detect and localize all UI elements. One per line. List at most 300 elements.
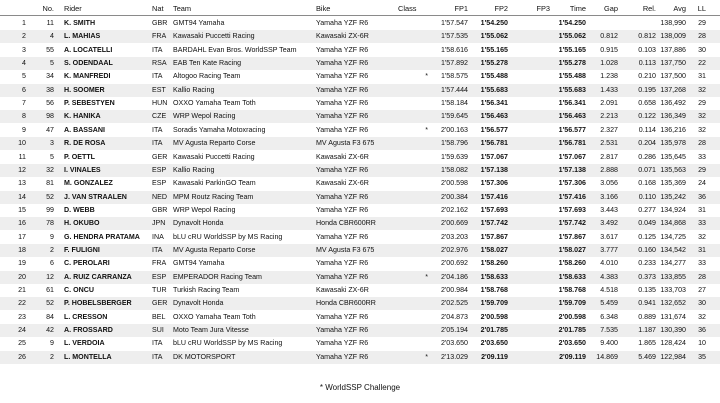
cell-gap: 2.817: [600, 152, 618, 161]
cell-bike: Yamaha YZF R6: [316, 45, 369, 54]
cell-ll: 24: [698, 179, 706, 188]
cell-no: 81: [46, 179, 54, 188]
cell-pos: 4: [22, 59, 26, 68]
cell-pos: 2: [22, 32, 26, 41]
cell-rider: A. BASSANI: [64, 125, 105, 134]
cell-gap: 3.492: [600, 219, 618, 228]
cell-fp1: 2'03.650: [441, 339, 468, 348]
cell-avg: 134,924: [660, 205, 686, 214]
col-header-fp2: FP2: [494, 4, 508, 13]
cell-gap: 0.812: [600, 32, 618, 41]
cell-rider: G. HENDRA PRATAMA: [64, 232, 140, 241]
cell-time: 1'55.683: [558, 85, 586, 94]
cell-ll: 31: [698, 205, 706, 214]
cell-no: 55: [46, 45, 54, 54]
cell-nat: TUR: [152, 286, 167, 294]
cell-no: 5: [50, 152, 54, 161]
cell-team: bLU cRU WorldSSP by MS Racing: [173, 339, 283, 348]
cell-no: 4: [50, 32, 54, 41]
cell-team: EMPERADOR Racing Team: [173, 272, 262, 281]
cell-time: 1'56.463: [558, 112, 586, 121]
cell-gap: 2.888: [600, 165, 618, 174]
cell-no: 9: [50, 232, 54, 241]
cell-time: 1'55.278: [558, 59, 586, 68]
cell-nat: RSA: [152, 59, 167, 68]
cell-ll: 36: [698, 192, 706, 201]
cell-time: 1'57.416: [558, 192, 586, 201]
cell-fp1: 2'00.163: [441, 125, 468, 134]
cell-gap: 6.348: [600, 312, 618, 321]
cell-team: BARDAHL Evan Bros. WorldSSP Team: [173, 45, 297, 54]
cell-team: DK MOTORSPORT: [173, 352, 236, 361]
table-row: [0, 44, 720, 57]
cell-team: MV Agusta Reparto Corse: [173, 245, 256, 254]
cell-pos: 21: [18, 286, 26, 294]
cell-bike: Honda CBR600RR: [316, 299, 376, 308]
cell-time: 1'57.867: [558, 232, 586, 241]
cell-nat: NED: [152, 192, 167, 201]
cell-rel: 0.168: [638, 179, 656, 188]
cell-no: 12: [46, 272, 54, 281]
cell-pos: 3: [22, 45, 26, 54]
cell-team: Soradis Yamaha Motoxracing: [173, 125, 266, 134]
cell-ll: 36: [698, 326, 706, 335]
cell-fp2: 1'57.693: [480, 205, 508, 214]
table-row: [0, 164, 720, 177]
cell-pos: 25: [18, 339, 26, 348]
cell-gap: 3.166: [600, 192, 618, 201]
cell-bike: Yamaha YZF R6: [316, 125, 369, 134]
table-row: [0, 191, 720, 204]
cell-avg: 130,390: [660, 326, 686, 335]
cell-rider: K. HANIKA: [64, 112, 101, 121]
cell-fp2: 1'57.138: [480, 165, 508, 174]
cell-gap: 0.915: [600, 45, 618, 54]
cell-no: 84: [46, 312, 54, 321]
cell-ll: 32: [698, 112, 706, 121]
cell-team: Altogoo Racing Team: [173, 72, 241, 81]
cell-time: 1'58.768: [558, 286, 586, 294]
cell-no: 98: [46, 112, 54, 121]
cell-rider: A. FROSSARD: [64, 326, 113, 335]
cell-fp2: 1'58.027: [480, 245, 508, 254]
cell-fp2: 2'09.119: [481, 352, 508, 361]
cell-nat: ITA: [152, 139, 163, 148]
cell-bike: Yamaha YZF R6: [316, 232, 369, 241]
cell-pos: 26: [18, 352, 26, 361]
cell-pos: 7: [22, 99, 26, 108]
cell-rel: 0.113: [638, 59, 656, 68]
cell-fp1: 1'57.892: [441, 59, 468, 68]
cell-rider: R. DE ROSA: [64, 139, 106, 148]
cell-avg: 137,500: [660, 72, 686, 81]
cell-rel: 0.122: [638, 112, 656, 121]
cell-time: 2'00.598: [558, 312, 586, 321]
cell-ll: 27: [698, 286, 706, 294]
cell-time: 1'59.709: [558, 299, 586, 308]
cell-nat: INA: [152, 232, 164, 241]
table-row: [0, 124, 720, 137]
cell-no: 52: [46, 299, 54, 308]
cell-gap: 3.777: [600, 245, 618, 254]
cell-nat: EST: [152, 85, 166, 94]
cell-rel: 0.160: [638, 245, 656, 254]
cell-time: 1'55.488: [558, 72, 586, 81]
cell-avg: 128,424: [660, 339, 686, 348]
cell-no: 11: [46, 19, 54, 27]
cell-ll: 33: [698, 259, 706, 268]
cell-rel: 0.195: [638, 85, 656, 94]
cell-no: 52: [46, 192, 54, 201]
cell-team: Moto Team Jura Vitesse: [173, 326, 249, 335]
cell-fp2: 1'57.867: [480, 232, 508, 241]
cell-nat: GER: [152, 299, 168, 308]
cell-rel: 0.103: [638, 45, 656, 54]
cell-bike: Yamaha YZF R6: [316, 312, 369, 321]
cell-bike: Honda CBR600RR: [316, 219, 376, 228]
cell-rider: P. OETTL: [64, 152, 96, 161]
table-row: [0, 257, 720, 270]
cell-fp1: 2'00.984: [441, 286, 468, 294]
cell-ll: 33: [698, 219, 706, 228]
cell-nat: ITA: [152, 352, 163, 361]
cell-nat: ITA: [152, 45, 163, 54]
cell-avg: 137,886: [660, 45, 686, 54]
cell-fp1: 1'59.639: [441, 152, 468, 161]
cell-bike: Yamaha YZF R6: [316, 99, 369, 108]
table-row: [0, 351, 720, 364]
cell-gap: 5.459: [600, 299, 618, 308]
cell-time: 1'56.781: [558, 139, 586, 148]
table-row: [0, 70, 720, 83]
cell-gap: 3.617: [600, 232, 618, 241]
cell-fp1: 2'00.692: [441, 259, 468, 268]
cell-gap: 3.443: [600, 205, 618, 214]
cell-no: 3: [50, 139, 54, 148]
cell-ll: 28: [698, 272, 706, 281]
cell-pos: 17: [18, 232, 26, 241]
table-row: [0, 97, 720, 110]
cell-pos: 11: [18, 152, 26, 161]
cell-rider: L. VERDOIA: [64, 339, 105, 348]
cell-fp2: 1'56.781: [480, 139, 508, 148]
table-row: [0, 110, 720, 123]
cell-fp1: 1'58.184: [441, 99, 468, 108]
cell-cls: *: [425, 72, 428, 81]
cell-avg: 137,750: [660, 59, 686, 68]
cell-rider: H. OKUBO: [64, 219, 100, 228]
cell-bike: Yamaha YZF R6: [316, 352, 369, 361]
cell-pos: 16: [18, 219, 26, 228]
cell-nat: ESP: [152, 165, 167, 174]
table-row: [0, 30, 720, 43]
cell-team: Dynavolt Honda: [173, 219, 224, 228]
cell-rel: 0.210: [638, 72, 656, 81]
cell-fp2: 2'03.650: [480, 339, 508, 348]
cell-fp1: 1'57.535: [441, 32, 468, 41]
table-row: [0, 17, 720, 30]
cell-gap: 1.238: [600, 72, 618, 81]
col-header-rider: Rider: [64, 4, 82, 13]
cell-bike: Yamaha YZF R6: [316, 192, 369, 201]
cell-rider: C. ONCU: [64, 286, 94, 294]
cell-avg: 131,674: [660, 312, 686, 321]
cell-no: 61: [46, 286, 54, 294]
cell-avg: 138,990: [660, 19, 686, 27]
cell-fp2: 1'55.488: [480, 72, 508, 81]
cell-fp2: 1'56.577: [480, 125, 508, 134]
cell-rel: 1.865: [638, 339, 656, 348]
cell-gap: 1.433: [600, 85, 618, 94]
cell-ll: 35: [698, 352, 706, 361]
cell-fp1: 2'05.194: [441, 326, 468, 335]
cell-fp2: 1'59.709: [480, 299, 508, 308]
cell-no: 2: [50, 245, 54, 254]
cell-avg: 135,369: [660, 179, 686, 188]
cell-team: Turkish Racing Team: [173, 286, 240, 294]
cell-rel: 5.469: [638, 352, 656, 361]
cell-fp1: 1'59.645: [441, 112, 468, 121]
cell-avg: 134,542: [660, 245, 686, 254]
cell-bike: Kawasaki ZX-6R: [316, 152, 369, 161]
cell-rel: 0.889: [638, 312, 656, 321]
cell-time: 1'56.341: [558, 99, 586, 108]
table-row: [0, 137, 720, 150]
cell-ll: 30: [698, 299, 706, 308]
cell-team: WRP Wepol Racing: [173, 112, 236, 121]
cell-rider: M. GONZALEZ: [64, 179, 113, 188]
cell-fp2: 1'57.306: [480, 179, 508, 188]
cell-bike: Yamaha YZF R6: [316, 165, 369, 174]
cell-ll: 28: [698, 139, 706, 148]
cell-avg: 133,703: [660, 286, 686, 294]
cell-rel: 0.110: [638, 192, 656, 201]
col-header-bike: Bike: [316, 4, 331, 13]
cell-ll: 10: [698, 339, 706, 348]
cell-pos: 15: [18, 205, 26, 214]
cell-no: 38: [46, 85, 54, 94]
cell-time: 1'54.250: [558, 19, 586, 27]
cell-time: 1'57.138: [558, 165, 586, 174]
cell-pos: 18: [18, 245, 26, 254]
cell-rider: P. HOBELSBERGER: [64, 299, 132, 308]
cell-team: Kawasaki ParkinGO Team: [173, 179, 256, 188]
cell-nat: SUI: [152, 326, 164, 335]
table-row: [0, 271, 720, 284]
cell-rel: 0.204: [638, 139, 656, 148]
cell-fp2: 1'57.416: [480, 192, 508, 201]
cell-nat: ITA: [152, 125, 163, 134]
cell-pos: 20: [18, 272, 26, 281]
cell-bike: MV Agusta F3 675: [316, 139, 375, 148]
cell-rel: 0.286: [638, 152, 656, 161]
cell-avg: 133,855: [660, 272, 686, 281]
cell-gap: 4.518: [600, 286, 618, 294]
cell-fp1: 1'58.575: [441, 72, 468, 81]
header-divider: [0, 15, 720, 16]
cell-bike: Yamaha YZF R6: [316, 272, 369, 281]
cell-bike: Kawasaki ZX-6R: [316, 286, 369, 294]
cell-rider: K. SMITH: [64, 19, 96, 27]
cell-team: Kawasaki Puccetti Racing: [173, 32, 255, 41]
cell-avg: 135,645: [660, 152, 686, 161]
cell-fp2: 1'57.742: [480, 219, 508, 228]
cell-time: 2'03.650: [558, 339, 586, 348]
cell-bike: Yamaha YZF R6: [316, 205, 369, 214]
cell-no: 56: [46, 99, 54, 108]
cell-no: 2: [50, 352, 54, 361]
cell-gap: 7.535: [600, 326, 618, 335]
cell-pos: 9: [22, 125, 26, 134]
cell-rider: P. SEBESTYEN: [64, 99, 115, 108]
col-header-class: Class: [398, 4, 417, 13]
cell-rider: K. MANFREDI: [64, 72, 111, 81]
cell-gap: 2.213: [600, 112, 618, 121]
cell-fp2: 1'54.250: [480, 19, 508, 27]
cell-gap: 1.028: [600, 59, 618, 68]
cell-time: 1'55.165: [558, 45, 586, 54]
cell-rel: 0.812: [638, 32, 656, 41]
cell-ll: 28: [698, 32, 706, 41]
cell-rider: C. PEROLARI: [64, 259, 110, 268]
cell-bike: MV Agusta F3 675: [316, 245, 375, 254]
table-row: [0, 311, 720, 324]
cell-pos: 22: [18, 299, 26, 308]
col-header-time: Time: [569, 4, 586, 13]
cell-fp1: 1'57.547: [441, 19, 468, 27]
cell-time: 2'01.785: [558, 326, 586, 335]
cell-nat: FRA: [152, 259, 167, 268]
cell-time: 1'58.260: [558, 259, 586, 268]
cell-no: 5: [50, 59, 54, 68]
cell-bike: Yamaha YZF R6: [316, 326, 369, 335]
cell-fp2: 1'55.278: [480, 59, 508, 68]
cell-fp1: 2'02.976: [441, 245, 468, 254]
col-header-ll: LL: [697, 4, 706, 13]
cell-no: 42: [46, 326, 54, 335]
cell-no: 99: [46, 205, 54, 214]
cell-time: 1'57.693: [558, 205, 586, 214]
table-row: [0, 84, 720, 97]
col-header-avg: Avg: [673, 4, 686, 13]
cell-rel: 0.941: [638, 299, 656, 308]
table-row: [0, 337, 720, 350]
cell-rel: 0.135: [638, 286, 656, 294]
cell-rider: A. RUIZ CARRANZA: [64, 272, 132, 281]
cell-team: Kallio Racing: [173, 165, 215, 174]
cell-avg: 138,009: [660, 32, 686, 41]
cell-avg: 136,349: [660, 112, 686, 121]
cell-gap: 2.531: [600, 139, 618, 148]
cell-pos: 6: [22, 85, 26, 94]
cell-fp2: 1'55.165: [480, 45, 508, 54]
cell-fp2: 1'58.260: [480, 259, 508, 268]
cell-gap: 3.056: [600, 179, 618, 188]
cell-no: 6: [50, 259, 54, 268]
cell-nat: FRA: [152, 32, 167, 41]
cell-team: bLU cRU WorldSSP by MS Racing: [173, 232, 283, 241]
cell-rider: A. LOCATELLI: [64, 45, 113, 54]
cell-rider: H. SOOMER: [64, 85, 105, 94]
table-row: [0, 231, 720, 244]
cell-pos: 8: [22, 112, 26, 121]
header-row: [0, 2, 720, 15]
cell-team: Kallio Racing: [173, 85, 215, 94]
cell-bike: Kawasaki ZX-6R: [316, 32, 369, 41]
cell-no: 47: [46, 125, 54, 134]
cell-gap: 14.869: [596, 352, 618, 361]
cell-ll: 31: [698, 245, 706, 254]
cell-time: 1'57.742: [558, 219, 586, 228]
cell-fp1: 1'58.616: [441, 45, 468, 54]
cell-rider: I. VINALES: [64, 165, 101, 174]
cell-fp1: 1'58.796: [441, 139, 468, 148]
cell-fp2: 1'55.683: [480, 85, 508, 94]
footnote: * WorldSSP Challenge: [319, 383, 401, 392]
cell-pos: 24: [18, 326, 26, 335]
cell-bike: Yamaha YZF R6: [316, 59, 369, 68]
cell-cls: *: [425, 272, 428, 281]
cell-pos: 10: [18, 139, 26, 148]
cell-time: 1'55.062: [558, 32, 586, 41]
cell-avg: 136,492: [660, 99, 686, 108]
cell-fp1: 2'00.598: [441, 179, 468, 188]
cell-nat: GER: [152, 152, 168, 161]
cell-ll: 30: [698, 45, 706, 54]
cell-pos: 1: [22, 19, 26, 27]
table-row: [0, 244, 720, 257]
cell-avg: 135,242: [660, 192, 686, 201]
cell-team: OXXO Yamaha Team Toth: [173, 312, 256, 321]
cell-gap: 2.327: [600, 125, 618, 134]
cell-no: 34: [46, 72, 54, 81]
cell-team: MV Agusta Reparto Corse: [173, 139, 256, 148]
cell-fp2: 1'57.067: [480, 152, 508, 161]
cell-avg: 134,277: [660, 259, 686, 268]
cell-team: Dynavolt Honda: [173, 299, 224, 308]
cell-rel: 0.125: [638, 232, 656, 241]
cell-fp1: 2'02.162: [441, 205, 468, 214]
cell-fp1: 2'00.669: [441, 219, 468, 228]
col-header-team: Team: [173, 4, 192, 13]
cell-gap: 4.383: [600, 272, 618, 281]
col-header-no: No.: [42, 4, 54, 13]
table-row: [0, 217, 720, 230]
table-row: [0, 151, 720, 164]
cell-time: 1'56.577: [558, 125, 586, 134]
col-header-rel: Rel.: [642, 4, 656, 13]
cell-ll: 33: [698, 152, 706, 161]
cell-fp2: 1'56.341: [480, 99, 508, 108]
cell-rel: 0.071: [638, 165, 656, 174]
cell-nat: GBR: [152, 19, 168, 27]
col-header-fp1: FP1: [454, 4, 468, 13]
cell-rider: L. CRESSON: [64, 312, 108, 321]
cell-ll: 32: [698, 232, 706, 241]
cell-no: 32: [46, 165, 54, 174]
cell-time: 1'57.067: [558, 152, 586, 161]
cell-nat: ESP: [152, 179, 167, 188]
cell-gap: 2.091: [600, 99, 618, 108]
cell-nat: ESP: [152, 272, 167, 281]
cell-bike: Yamaha YZF R6: [316, 19, 369, 27]
cell-team: MPM Routz Racing Team: [173, 192, 254, 201]
cell-avg: 136,216: [660, 125, 686, 134]
cell-nat: ITA: [152, 72, 163, 81]
cell-nat: BEL: [152, 312, 166, 321]
table-row: [0, 57, 720, 70]
cell-no: 78: [46, 219, 54, 228]
